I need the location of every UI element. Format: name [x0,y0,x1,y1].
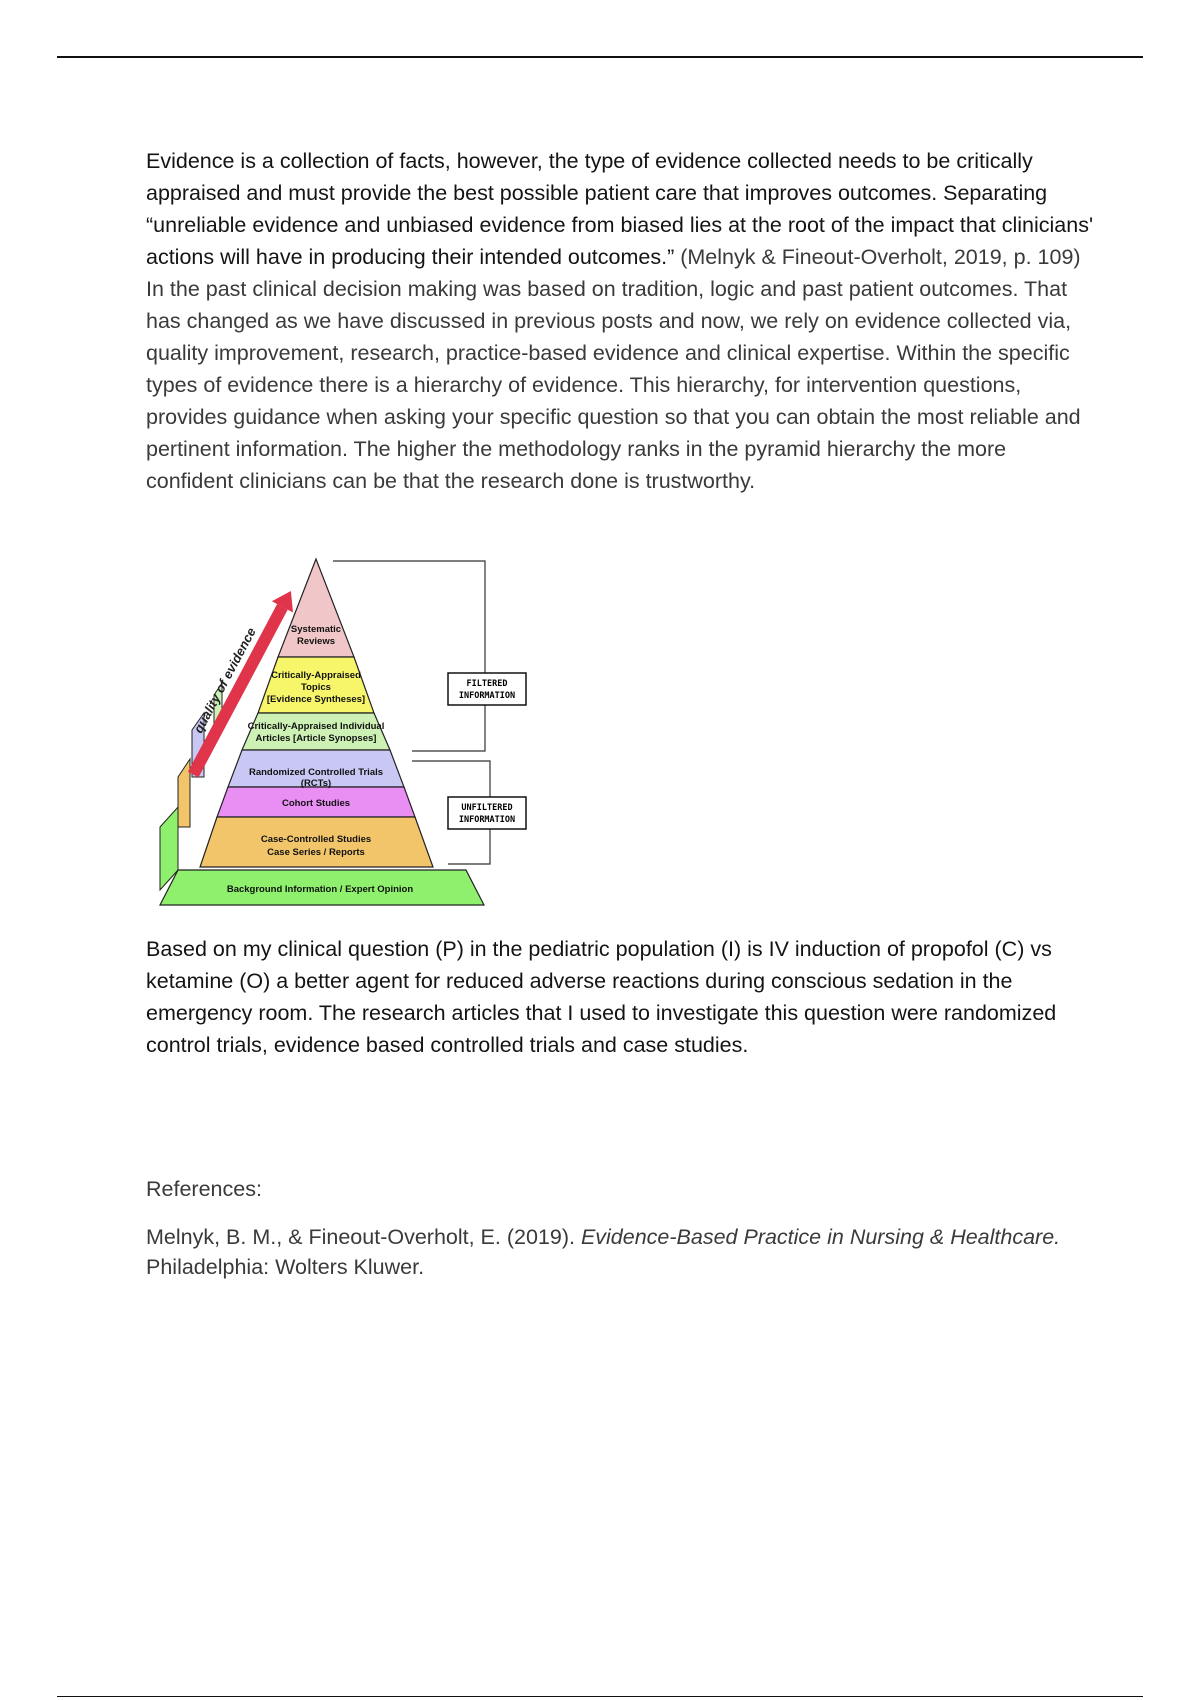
arrow-label: quality of evidence [190,625,259,736]
label-case-2: Case Series / Reports [267,847,365,858]
reference-title: Evidence-Based Practice in Nursing & Healthcare. [580,1225,1061,1249]
unfiltered-label-1: UNFILTERED [461,803,513,813]
label-rct-1: Randomized Controlled Trials [248,767,384,778]
label-cohort: Cohort Studies [281,798,351,809]
references-heading: References: [146,1177,262,1201]
label-rct-2: (RCTs) [300,778,332,789]
label-cat-1: Critically-Appraised [271,670,361,681]
unfiltered-label-2: INFORMATION [458,815,516,825]
intro-text-quoted: Evidence is a collection of facts, however, the type of evidence collected needs to be critically appraised and must provide the best possible patient care that improves outcomes. Separating “unreliable evidence and unbiased evidence from biased lies at the root of the impact that clinicians' actions will have in producing their intended outcomes.” [146,149,1094,269]
reference-authors: Melnyk, B. M., & Fineout-Overholt, E. (2019). [146,1225,581,1249]
filtered-label-2: INFORMATION [458,691,516,701]
bottom-rule [57,1696,1143,1697]
reference-entry [146,1222,1096,1282]
label-cat-2: Topics [301,682,331,693]
label-background: Background Information / Expert Opinion [226,884,414,895]
filtered-label-1: FILTERED [466,679,508,689]
reference-publisher: Philadelphia: Wolters Kluwer. [146,1255,425,1279]
paragraph-clinical-question [146,933,1096,1061]
label-systematic-1: Systematic [290,624,342,635]
evidence-pyramid-figure [150,545,532,910]
label-systematic-2: Reviews [296,636,336,647]
label-cat-3: [Evidence Syntheses] [266,694,366,705]
label-caia-1: Critically-Appraised Individual [247,721,385,732]
intro-text-continued: (Melnyk & Fineout-Overholt, 2019, p. 109) In the past clinical decision making was based on tradition, logic and past patient outcomes. That has changed as we have discussed in previous posts and now, we rely on evidence collected via, quality improvement, research, practice-based evidence and clinical expertise. Within the specific types of evidence there is a hierarchy of evidence. This hierarchy, for intervention questions, provides guidance when asking your specific question so that you can obtain the most reliable and pertinent information. The higher the methodology ranks in the pyramid hierarchy the more confident clinicians can be that the research done is trustworthy. [146,245,1081,493]
label-case-1: Case-Controlled Studies [260,834,372,845]
clinical-question-text: Based on my clinical question (P) in the pediatric population (I) is IV induction of propofol (C) vs ketamine (O) a better agent for reduced adverse reactions during conscious sedation in the emergency room. The research articles that I used to investigate this question were randomized control trials, evidence based controlled trials and case studies. [146,937,1057,1057]
label-caia-2: Articles [Article Synopses] [255,733,377,744]
top-rule [57,56,1143,58]
paragraph-evidence-intro [146,145,1096,497]
